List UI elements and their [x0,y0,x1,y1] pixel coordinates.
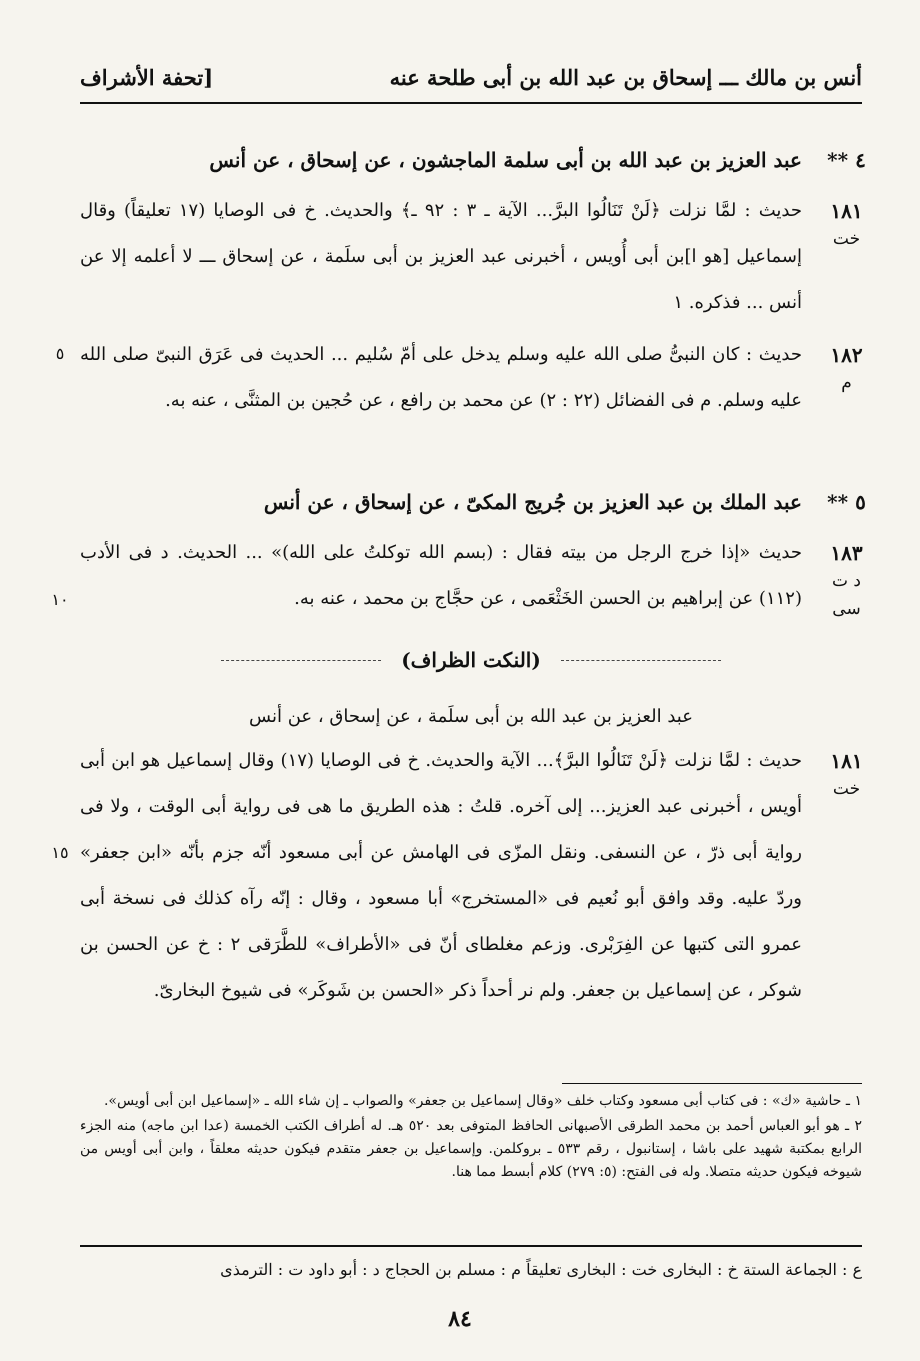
line-number-margin: ١٠ [51,590,69,609]
entry-code: م [841,373,852,393]
chain-text: عبد العزيز بن عبد الله بن أبى سلَمة ، عن إسحاق ، عن أنس [249,706,693,727]
chain-heading-5 [80,482,866,522]
page-number: ٨٤ [448,1306,472,1332]
entry-number: ٥ ** [827,490,866,514]
entry-number: ١٨١ [830,749,863,773]
entry-number: ١٨٣ [830,541,863,565]
entry-number-block [819,747,874,803]
divider [221,660,381,661]
entry-number: ٤ ** [827,148,866,172]
divider [561,660,721,661]
line-number-margin: ١٥ [51,843,69,862]
entry-number-block [819,197,874,253]
header-book-title: [تحفة الأشراف [80,64,214,90]
nukat-text: حديث : لمَّا نزلت ﴿لَنْ تَنَالُوا البرَّ﴾... الآية والحديث. خ فى الوصايا (١٧) وقال إسماعيل هو ابن أبى أويس ، أخبرنى عبد العزيز... إلى آخره. قلتُ : هذه الطريق ما هى فى رواية أبى الوقت ، ولا فى رواية أبى ذرّ ، عن النسفى. ونقل المزّى فى الهامش عن أبى مسعود أنّه جزم بأنّه «ابن جعفر» وردّ عليه. وقد وافق أبو نُعيم فى «المستخرج» أبا مسعود ، وقال : إنّه رآه كذلك فى نسخة أبى عمرو التى كتبها عن الفِرَبْرى. وزعم مغلطاى أنّ فى «الأطراف» للطَّرَقى ٢ : خ عن الحسن بن شوكر ، عن إسماعيل بن جعفر. ولم نر أحداً ذكر «الحسن بن شَوكَر» فى شيوخ البخارىّ. [80,750,802,1001]
entry-code: خت [832,229,861,249]
abbreviations-key: ع : الجماعة الستة خ : البخارى خت : البخارى تعليقاً م : مسلم بن الحجاج د : أبو داود ت : الترمذى [80,1245,862,1291]
line-number-margin: ٥ [55,344,65,363]
chain-text: عبد العزيز بن عبد الله بن أبى سلمة الماجشون ، عن إسحاق ، عن أنس [209,148,802,172]
chain-heading-4 [80,140,866,180]
entry-number-block [819,539,874,623]
entry-number: ١٨١ [830,199,863,223]
hadith-text: حديث : كان النبىُّ صلى الله عليه وسلم يدخل على أمّ سُليم ... الحديث فى عَرَق النبىّ صلى الله عليه وسلم. م فى الفضائل (٢٢ : ٢) عن محمد بن رافع ، عن حُجين بن المثنَّى ، عنه به. [80,344,802,411]
hadith-entry-183 [51,530,863,630]
nukat-entry-181 [51,738,863,1068]
section-title [80,643,862,677]
section-title-text: (النكت الظراف) [401,648,541,672]
footnote-1: ١ ـ حاشية «ك» : فى كتاب أبى مسعود وكتاب خلف «وقال إسماعيل بن جعفر» والصواب ـ إن شاء الله ـ «إسماعيل ابن أبى أويس». [103,1093,862,1109]
hadith-entry-182 [55,332,863,472]
entry-code: خت [832,779,861,799]
entry-code: د ت سى [832,571,861,619]
header-chapter: أنس بن مالك ـــ إسحاق بن عبد الله بن أبى طلحة عنه [389,64,862,90]
chain-text: عبد الملك بن عبد العزيز بن جُريج المكىّ ، عن إسحاق ، عن أنس [263,490,802,514]
hadith-text: حديث «إذا خرج الرجل من بيته فقال : (بسم الله توكلتُ على الله)» ... الحديث. د فى الأدب (١١٢) عن إبراهيم بن الحسن الخَثْعَمى ، عن حجَّاج بن محمد ، عنه به. [80,542,802,609]
hadith-entry-181 [80,188,862,328]
entry-number: ١٨٢ [830,343,863,367]
entry-number-block [819,341,874,397]
nukat-chain [80,697,862,737]
footnote-rule [562,1083,862,1084]
footnote-2: ٢ ـ هو أبو العباس أحمد بن محمد الطرقى الأصبهانى الحافظ المتوفى بعد ٥٢٠ هـ. له أطراف الكتب الخمسة (عدا ابن ماجه) منه الجزء الرابع بمكتبة شهيد على باشا ، إستانبول ، رقم ٥٣٣ ـ بروكلمن. وإسماعيل بن جعفر متقدم فيكون حديثه معلقاً ، وابن أبى أويس من شيوخه فيكون حديثه متصلا. وله فى الفتح: (٥: ٢٧٩) كلام أبسط مما هنا. [80,1118,862,1180]
footnotes [80,1090,862,1186]
hadith-text: حديث : لمَّا نزلت ﴿لَنْ تَنَالُوا البرَّ... الآية ـ ٣ : ٩٢ ـ﴾ والحديث. خ فى الوصايا (١٧ تعليقاً) وقال إسماعيل [هو ا]بن أبى أُويس ، أخبرنى عبد العزيز بن أبى سلَمة ، عن إسحاق ـــ لا أعلمه إلا عن أنس ... فذكره. ١ [80,200,803,313]
page-header [80,52,862,104]
